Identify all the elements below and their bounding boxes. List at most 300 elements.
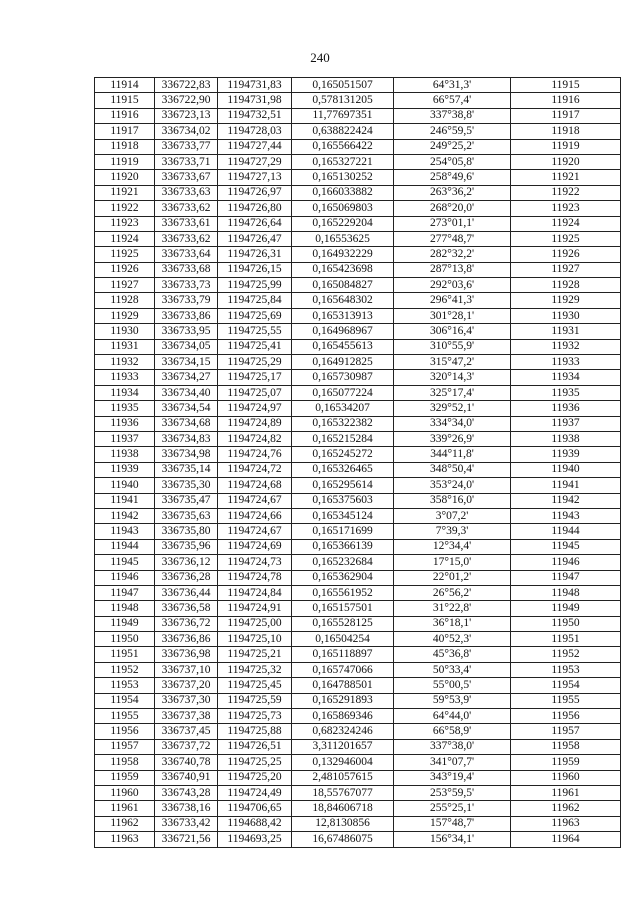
table-row: [95, 755, 621, 770]
x-coordinate-cell: 336735,80: [155, 524, 218, 539]
x-coordinate-cell: 336737,30: [155, 693, 218, 708]
distance-cell: 0,16534207: [292, 401, 394, 416]
y-coordinate-cell: 1194726,51: [218, 739, 292, 754]
point-number-cell: 11960: [95, 785, 155, 800]
y-coordinate-cell: 1194731,83: [218, 78, 292, 93]
direction-angle-cell: 273°01,1': [394, 216, 511, 231]
direction-angle-cell: 64°44,0': [394, 709, 511, 724]
direction-angle-cell: 17°15,0': [394, 555, 511, 570]
x-coordinate-cell: 336737,72: [155, 739, 218, 754]
distance-cell: 0,165648302: [292, 293, 394, 308]
point-number-cell: 11948: [95, 601, 155, 616]
distance-cell: 16,67486075: [292, 832, 394, 847]
y-coordinate-cell: 1194688,42: [218, 816, 292, 831]
distance-cell: 0,165245272: [292, 447, 394, 462]
point-number-cell: 11942: [95, 508, 155, 523]
y-coordinate-cell: 1194724,91: [218, 601, 292, 616]
y-coordinate-cell: 1194724,67: [218, 493, 292, 508]
table-row: [95, 709, 621, 724]
x-coordinate-cell: 336736,58: [155, 601, 218, 616]
point-number-cell: 11918: [95, 139, 155, 154]
distance-cell: 0,164932229: [292, 247, 394, 262]
table-row: [95, 678, 621, 693]
direction-angle-cell: 64°31,3': [394, 78, 511, 93]
x-coordinate-cell: 336733,68: [155, 262, 218, 277]
direction-angle-cell: 59°53,9': [394, 693, 511, 708]
next-point-cell: 11959: [511, 755, 621, 770]
table-row: [95, 262, 621, 277]
table-row: [95, 108, 621, 123]
x-coordinate-cell: 336740,78: [155, 755, 218, 770]
distance-cell: 0,638822424: [292, 124, 394, 139]
x-coordinate-cell: 336733,67: [155, 170, 218, 185]
next-point-cell: 11960: [511, 770, 621, 785]
x-coordinate-cell: 336736,86: [155, 632, 218, 647]
direction-angle-cell: 36°18,1': [394, 616, 511, 631]
table-row: [95, 247, 621, 262]
x-coordinate-cell: 336734,27: [155, 370, 218, 385]
distance-cell: 0,165130252: [292, 170, 394, 185]
distance-cell: 0,578131205: [292, 93, 394, 108]
x-coordinate-cell: 336733,71: [155, 154, 218, 169]
direction-angle-cell: 287°13,8': [394, 262, 511, 277]
direction-angle-cell: 157°48,7': [394, 816, 511, 831]
y-coordinate-cell: 1194725,29: [218, 355, 292, 370]
coordinates-table: [94, 77, 621, 848]
direction-angle-cell: 66°58,9': [394, 724, 511, 739]
table-row: [95, 139, 621, 154]
distance-cell: 3,311201657: [292, 739, 394, 754]
y-coordinate-cell: 1194725,73: [218, 709, 292, 724]
distance-cell: 0,165730987: [292, 370, 394, 385]
distance-cell: 0,165171699: [292, 524, 394, 539]
table-row: [95, 185, 621, 200]
point-number-cell: 11943: [95, 524, 155, 539]
next-point-cell: 11917: [511, 108, 621, 123]
distance-cell: 0,165051507: [292, 78, 394, 93]
y-coordinate-cell: 1194726,15: [218, 262, 292, 277]
x-coordinate-cell: 336738,16: [155, 801, 218, 816]
direction-angle-cell: 337°38,8': [394, 108, 511, 123]
point-number-cell: 11932: [95, 355, 155, 370]
distance-cell: 11,77697351: [292, 108, 394, 123]
distance-cell: 0,165345124: [292, 508, 394, 523]
table-row: [95, 524, 621, 539]
table-row: [95, 278, 621, 293]
next-point-cell: 11932: [511, 339, 621, 354]
next-point-cell: 11925: [511, 231, 621, 246]
x-coordinate-cell: 336733,77: [155, 139, 218, 154]
distance-cell: 0,165084827: [292, 278, 394, 293]
y-coordinate-cell: 1194732,51: [218, 108, 292, 123]
distance-cell: 0,165313913: [292, 308, 394, 323]
point-number-cell: 11931: [95, 339, 155, 354]
distance-cell: 0,165232684: [292, 555, 394, 570]
y-coordinate-cell: 1194725,25: [218, 755, 292, 770]
next-point-cell: 11923: [511, 201, 621, 216]
table-row: [95, 293, 621, 308]
table-row: [95, 801, 621, 816]
y-coordinate-cell: 1194725,84: [218, 293, 292, 308]
y-coordinate-cell: 1194728,03: [218, 124, 292, 139]
x-coordinate-cell: 336735,14: [155, 462, 218, 477]
next-point-cell: 11945: [511, 539, 621, 554]
y-coordinate-cell: 1194725,32: [218, 662, 292, 677]
next-point-cell: 11948: [511, 585, 621, 600]
table-row: [95, 324, 621, 339]
distance-cell: 0,165375603: [292, 493, 394, 508]
y-coordinate-cell: 1194724,73: [218, 555, 292, 570]
point-number-cell: 11959: [95, 770, 155, 785]
next-point-cell: 11935: [511, 385, 621, 400]
point-number-cell: 11922: [95, 201, 155, 216]
x-coordinate-cell: 336722,83: [155, 78, 218, 93]
next-point-cell: 11928: [511, 278, 621, 293]
y-coordinate-cell: 1194725,88: [218, 724, 292, 739]
next-point-cell: 11962: [511, 801, 621, 816]
table-row: [95, 385, 621, 400]
direction-angle-cell: 50°33,4': [394, 662, 511, 677]
distance-cell: 0,165869346: [292, 709, 394, 724]
next-point-cell: 11952: [511, 647, 621, 662]
y-coordinate-cell: 1194724,78: [218, 570, 292, 585]
y-coordinate-cell: 1194726,47: [218, 231, 292, 246]
y-coordinate-cell: 1194727,44: [218, 139, 292, 154]
direction-angle-cell: 253°59,5': [394, 785, 511, 800]
x-coordinate-cell: 336736,12: [155, 555, 218, 570]
x-coordinate-cell: 336733,95: [155, 324, 218, 339]
direction-angle-cell: 344°11,8': [394, 447, 511, 462]
point-number-cell: 11914: [95, 78, 155, 93]
table-row: [95, 170, 621, 185]
direction-angle-cell: 3°07,2': [394, 508, 511, 523]
direction-angle-cell: 320°14,3': [394, 370, 511, 385]
x-coordinate-cell: 336734,15: [155, 355, 218, 370]
x-coordinate-cell: 336734,02: [155, 124, 218, 139]
table-row: [95, 154, 621, 169]
next-point-cell: 11954: [511, 678, 621, 693]
point-number-cell: 11938: [95, 447, 155, 462]
direction-angle-cell: 301°28,1': [394, 308, 511, 323]
direction-angle-cell: 339°26,9': [394, 431, 511, 446]
next-point-cell: 11943: [511, 508, 621, 523]
point-number-cell: 11916: [95, 108, 155, 123]
direction-angle-cell: 310°55,9': [394, 339, 511, 354]
point-number-cell: 11949: [95, 616, 155, 631]
table-row: [95, 555, 621, 570]
distance-cell: 0,165366139: [292, 539, 394, 554]
y-coordinate-cell: 1194724,76: [218, 447, 292, 462]
y-coordinate-cell: 1194725,45: [218, 678, 292, 693]
y-coordinate-cell: 1194724,68: [218, 478, 292, 493]
distance-cell: 12,8130856: [292, 816, 394, 831]
x-coordinate-cell: 336736,28: [155, 570, 218, 585]
direction-angle-cell: 358°16,0': [394, 493, 511, 508]
next-point-cell: 11950: [511, 616, 621, 631]
distance-cell: 18,84606718: [292, 801, 394, 816]
next-point-cell: 11924: [511, 216, 621, 231]
next-point-cell: 11926: [511, 247, 621, 262]
direction-angle-cell: 258°49,6': [394, 170, 511, 185]
direction-angle-cell: 296°41,3': [394, 293, 511, 308]
distance-cell: 0,164788501: [292, 678, 394, 693]
direction-angle-cell: 334°34,0': [394, 416, 511, 431]
next-point-cell: 11963: [511, 816, 621, 831]
point-number-cell: 11946: [95, 570, 155, 585]
distance-cell: 0,165322382: [292, 416, 394, 431]
next-point-cell: 11953: [511, 662, 621, 677]
point-number-cell: 11934: [95, 385, 155, 400]
y-coordinate-cell: 1194706,65: [218, 801, 292, 816]
distance-cell: 18,55767077: [292, 785, 394, 800]
direction-angle-cell: 7°39,3': [394, 524, 511, 539]
y-coordinate-cell: 1194725,17: [218, 370, 292, 385]
point-number-cell: 11935: [95, 401, 155, 416]
point-number-cell: 11939: [95, 462, 155, 477]
next-point-cell: 11940: [511, 462, 621, 477]
direction-angle-cell: 292°03,6': [394, 278, 511, 293]
next-point-cell: 11934: [511, 370, 621, 385]
point-number-cell: 11958: [95, 755, 155, 770]
y-coordinate-cell: 1194724,66: [218, 508, 292, 523]
next-point-cell: 11933: [511, 355, 621, 370]
distance-cell: 0,165069803: [292, 201, 394, 216]
distance-cell: 0,166033882: [292, 185, 394, 200]
next-point-cell: 11936: [511, 401, 621, 416]
x-coordinate-cell: 336735,30: [155, 478, 218, 493]
x-coordinate-cell: 336736,72: [155, 616, 218, 631]
x-coordinate-cell: 336733,64: [155, 247, 218, 262]
x-coordinate-cell: 336737,38: [155, 709, 218, 724]
x-coordinate-cell: 336737,20: [155, 678, 218, 693]
point-number-cell: 11919: [95, 154, 155, 169]
direction-angle-cell: 31°22,8': [394, 601, 511, 616]
table-row: [95, 339, 621, 354]
y-coordinate-cell: 1194731,98: [218, 93, 292, 108]
point-number-cell: 11930: [95, 324, 155, 339]
x-coordinate-cell: 336737,45: [155, 724, 218, 739]
y-coordinate-cell: 1194727,13: [218, 170, 292, 185]
y-coordinate-cell: 1194725,59: [218, 693, 292, 708]
distance-cell: 0,682324246: [292, 724, 394, 739]
y-coordinate-cell: 1194725,20: [218, 770, 292, 785]
next-point-cell: 11937: [511, 416, 621, 431]
next-point-cell: 11941: [511, 478, 621, 493]
direction-angle-cell: 40°52,3': [394, 632, 511, 647]
x-coordinate-cell: 336721,56: [155, 832, 218, 847]
table-row: [95, 770, 621, 785]
x-coordinate-cell: 336723,13: [155, 108, 218, 123]
next-point-cell: 11919: [511, 139, 621, 154]
distance-cell: 0,165561952: [292, 585, 394, 600]
next-point-cell: 11916: [511, 93, 621, 108]
table-row: [95, 478, 621, 493]
direction-angle-cell: 246°59,5': [394, 124, 511, 139]
x-coordinate-cell: 336734,98: [155, 447, 218, 462]
table-row: [95, 370, 621, 385]
y-coordinate-cell: 1194725,41: [218, 339, 292, 354]
direction-angle-cell: 45°36,8': [394, 647, 511, 662]
table-row: [95, 832, 621, 847]
next-point-cell: 11958: [511, 739, 621, 754]
table-row: [95, 632, 621, 647]
direction-angle-cell: 341°07,7': [394, 755, 511, 770]
table-row: [95, 493, 621, 508]
x-coordinate-cell: 336733,62: [155, 201, 218, 216]
point-number-cell: 11950: [95, 632, 155, 647]
x-coordinate-cell: 336740,91: [155, 770, 218, 785]
table-row: [95, 93, 621, 108]
point-number-cell: 11923: [95, 216, 155, 231]
direction-angle-cell: 255°25,1': [394, 801, 511, 816]
x-coordinate-cell: 336735,47: [155, 493, 218, 508]
direction-angle-cell: 26°56,2': [394, 585, 511, 600]
next-point-cell: 11922: [511, 185, 621, 200]
point-number-cell: 11924: [95, 231, 155, 246]
distance-cell: 0,165077224: [292, 385, 394, 400]
point-number-cell: 11929: [95, 308, 155, 323]
next-point-cell: 11957: [511, 724, 621, 739]
distance-cell: 0,165291893: [292, 693, 394, 708]
direction-angle-cell: 325°17,4': [394, 385, 511, 400]
direction-angle-cell: 12°34,4': [394, 539, 511, 554]
y-coordinate-cell: 1194725,21: [218, 647, 292, 662]
distance-cell: 0,165295614: [292, 478, 394, 493]
table-row: [95, 231, 621, 246]
direction-angle-cell: 282°32,2': [394, 247, 511, 262]
distance-cell: 0,165229204: [292, 216, 394, 231]
y-coordinate-cell: 1194724,97: [218, 401, 292, 416]
distance-cell: 0,165566422: [292, 139, 394, 154]
next-point-cell: 11946: [511, 555, 621, 570]
y-coordinate-cell: 1194726,97: [218, 185, 292, 200]
direction-angle-cell: 329°52,1': [394, 401, 511, 416]
next-point-cell: 11930: [511, 308, 621, 323]
direction-angle-cell: 263°36,2': [394, 185, 511, 200]
table-row: [95, 816, 621, 831]
table-row: [95, 647, 621, 662]
point-number-cell: 11947: [95, 585, 155, 600]
y-coordinate-cell: 1194724,67: [218, 524, 292, 539]
distance-cell: 0,165157501: [292, 601, 394, 616]
next-point-cell: 11927: [511, 262, 621, 277]
table-body: [95, 78, 621, 848]
distance-cell: 0,165215284: [292, 431, 394, 446]
point-number-cell: 11953: [95, 678, 155, 693]
point-number-cell: 11940: [95, 478, 155, 493]
point-number-cell: 11952: [95, 662, 155, 677]
direction-angle-cell: 268°20,0': [394, 201, 511, 216]
direction-angle-cell: 306°16,4': [394, 324, 511, 339]
x-coordinate-cell: 336722,90: [155, 93, 218, 108]
point-number-cell: 11915: [95, 93, 155, 108]
point-number-cell: 11928: [95, 293, 155, 308]
y-coordinate-cell: 1194724,84: [218, 585, 292, 600]
table-row: [95, 785, 621, 800]
table-row: [95, 739, 621, 754]
table-row: [95, 601, 621, 616]
point-number-cell: 11927: [95, 278, 155, 293]
y-coordinate-cell: 1194726,64: [218, 216, 292, 231]
x-coordinate-cell: 336737,10: [155, 662, 218, 677]
y-coordinate-cell: 1194724,89: [218, 416, 292, 431]
table-row: [95, 508, 621, 523]
x-coordinate-cell: 336736,44: [155, 585, 218, 600]
table-row: [95, 355, 621, 370]
y-coordinate-cell: 1194725,99: [218, 278, 292, 293]
y-coordinate-cell: 1194724,72: [218, 462, 292, 477]
x-coordinate-cell: 336734,68: [155, 416, 218, 431]
x-coordinate-cell: 336733,86: [155, 308, 218, 323]
next-point-cell: 11915: [511, 78, 621, 93]
direction-angle-cell: 254°05,8': [394, 154, 511, 169]
table-row: [95, 616, 621, 631]
x-coordinate-cell: 336733,73: [155, 278, 218, 293]
x-coordinate-cell: 336735,96: [155, 539, 218, 554]
table-row: [95, 201, 621, 216]
distance-cell: 0,165327221: [292, 154, 394, 169]
distance-cell: 0,16504254: [292, 632, 394, 647]
x-coordinate-cell: 336733,61: [155, 216, 218, 231]
x-coordinate-cell: 336736,98: [155, 647, 218, 662]
table-row: [95, 447, 621, 462]
direction-angle-cell: 348°50,4': [394, 462, 511, 477]
x-coordinate-cell: 336743,28: [155, 785, 218, 800]
table-row: [95, 462, 621, 477]
x-coordinate-cell: 336733,79: [155, 293, 218, 308]
point-number-cell: 11944: [95, 539, 155, 554]
distance-cell: 0,165362904: [292, 570, 394, 585]
direction-angle-cell: 249°25,2': [394, 139, 511, 154]
next-point-cell: 11931: [511, 324, 621, 339]
direction-angle-cell: 22°01,2': [394, 570, 511, 585]
table-row: [95, 416, 621, 431]
distance-cell: 0,165118897: [292, 647, 394, 662]
next-point-cell: 11964: [511, 832, 621, 847]
next-point-cell: 11947: [511, 570, 621, 585]
direction-angle-cell: 343°19,4': [394, 770, 511, 785]
table-row: [95, 585, 621, 600]
page-number: 240: [310, 50, 330, 65]
distance-cell: 0,165455613: [292, 339, 394, 354]
y-coordinate-cell: 1194693,25: [218, 832, 292, 847]
direction-angle-cell: 315°47,2': [394, 355, 511, 370]
point-number-cell: 11917: [95, 124, 155, 139]
x-coordinate-cell: 336734,40: [155, 385, 218, 400]
distance-cell: 0,16553625: [292, 231, 394, 246]
point-number-cell: 11963: [95, 832, 155, 847]
point-number-cell: 11961: [95, 801, 155, 816]
point-number-cell: 11955: [95, 709, 155, 724]
y-coordinate-cell: 1194726,80: [218, 201, 292, 216]
next-point-cell: 11949: [511, 601, 621, 616]
table-row: [95, 570, 621, 585]
y-coordinate-cell: 1194725,00: [218, 616, 292, 631]
table-row: [95, 662, 621, 677]
direction-angle-cell: 277°48,7': [394, 231, 511, 246]
point-number-cell: 11941: [95, 493, 155, 508]
next-point-cell: 11918: [511, 124, 621, 139]
point-number-cell: 11925: [95, 247, 155, 262]
y-coordinate-cell: 1194724,82: [218, 431, 292, 446]
y-coordinate-cell: 1194724,49: [218, 785, 292, 800]
y-coordinate-cell: 1194725,55: [218, 324, 292, 339]
x-coordinate-cell: 336734,05: [155, 339, 218, 354]
next-point-cell: 11920: [511, 154, 621, 169]
y-coordinate-cell: 1194727,29: [218, 154, 292, 169]
direction-angle-cell: 55°00,5': [394, 678, 511, 693]
point-number-cell: 11936: [95, 416, 155, 431]
